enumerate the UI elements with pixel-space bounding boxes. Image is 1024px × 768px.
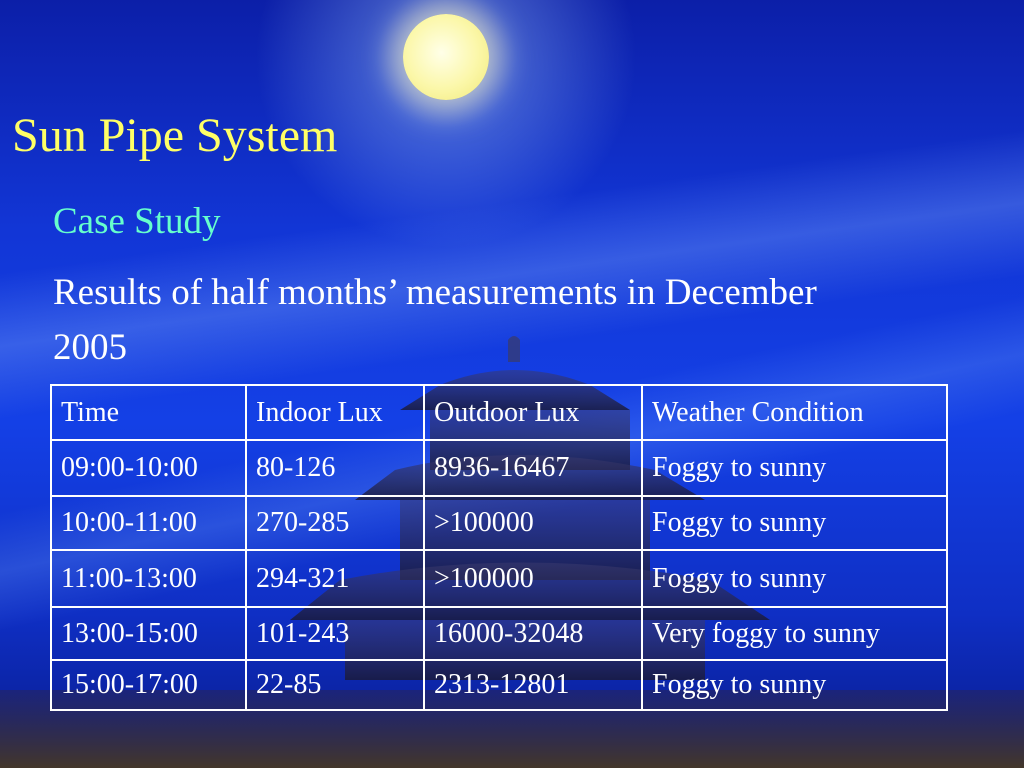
- table-cell: 16000-32048: [424, 607, 642, 660]
- header-cell: Outdoor Lux: [424, 385, 642, 440]
- measurements-table: [50, 384, 948, 711]
- table-cell: Foggy to sunny: [642, 496, 947, 550]
- table-cell: 101-243: [246, 607, 424, 660]
- header-cell: Time: [51, 385, 246, 440]
- table-cell: 15:00-17:00: [51, 660, 246, 710]
- table-cell: Very foggy to sunny: [642, 607, 947, 660]
- table-cell: 13:00-15:00: [51, 607, 246, 660]
- table-cell: 80-126: [246, 440, 424, 496]
- table-cell: >100000: [424, 550, 642, 607]
- table-cell: Foggy to sunny: [642, 660, 947, 710]
- slide-subtitle: Case Study: [53, 201, 221, 242]
- table-header-row: [51, 385, 947, 440]
- table-cell: 294-321: [246, 550, 424, 607]
- table-row: [51, 550, 947, 607]
- header-cell: Weather Condition: [642, 385, 947, 440]
- table-cell: 10:00-11:00: [51, 496, 246, 550]
- table-cell: 2313-12801: [424, 660, 642, 710]
- table-row: [51, 660, 947, 710]
- slide-body-text: Results of half months’ measurements in December 2005: [53, 272, 817, 368]
- table-cell: 09:00-10:00: [51, 440, 246, 496]
- slide-title: Sun Pipe System: [12, 109, 338, 162]
- table-cell: Foggy to sunny: [642, 550, 947, 607]
- header-cell: Indoor Lux: [246, 385, 424, 440]
- table-cell: Foggy to sunny: [642, 440, 947, 496]
- table-row: [51, 607, 947, 660]
- table-cell: 11:00-13:00: [51, 550, 246, 607]
- table-row: [51, 496, 947, 550]
- table-cell: 8936-16467: [424, 440, 642, 496]
- table-cell: 22-85: [246, 660, 424, 710]
- table-cell: >100000: [424, 496, 642, 550]
- table-cell: 270-285: [246, 496, 424, 550]
- table-row: [51, 440, 947, 496]
